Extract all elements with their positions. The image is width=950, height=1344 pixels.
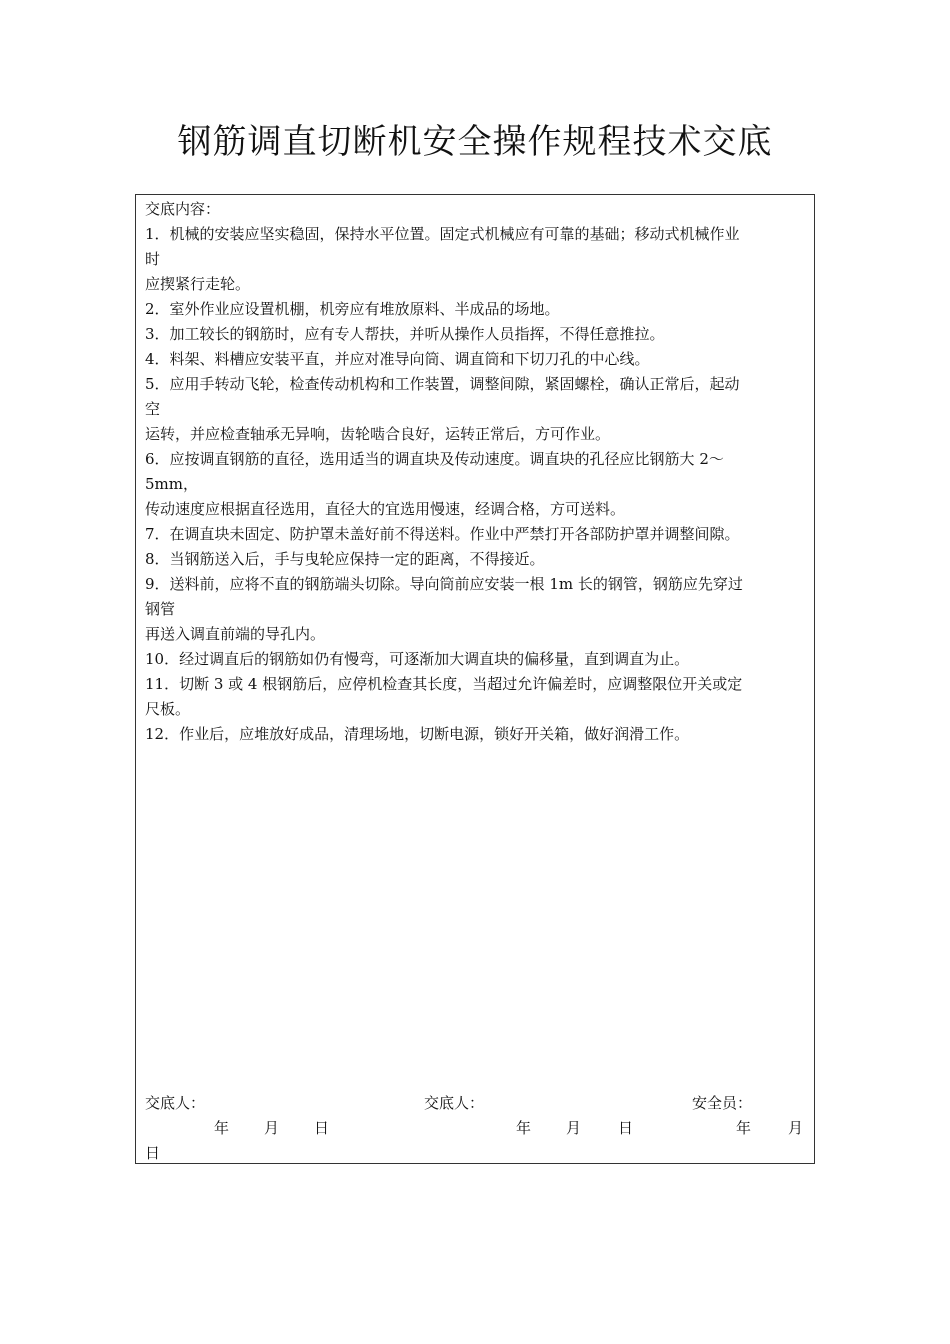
receiver-date-day: 日	[618, 1119, 634, 1137]
disclosure-content	[145, 197, 813, 747]
rule-line: 1．机械的安装应坚实稳固，保持水平位置。固定式机械应有可靠的基础；移动式机械作业	[145, 225, 740, 243]
receiver-date-month: 月	[566, 1119, 582, 1137]
discloser-date-year: 年	[214, 1119, 230, 1137]
rule-line: 7．在调直块未固定、防护罩未盖好前不得送料。作业中严禁打开各部防护罩并调整间隙。	[145, 525, 740, 543]
rule-line: 8．当钢筋送入后，手与曳轮应保持一定的距离，不得接近。	[145, 550, 545, 568]
discloser-date-day: 日	[314, 1119, 330, 1137]
safety-officer-label: 安全员：	[692, 1094, 753, 1112]
rule-line: 空	[145, 400, 161, 418]
rule-line: 11．切断 3 或 4 根钢筋后，应停机检查其长度，当超过允许偏差时，应调整限位开关或定	[145, 675, 743, 693]
rule-line: 传动速度应根据直径选用，直径大的宜选用慢速，经调合格，方可送料。	[145, 500, 626, 518]
safety-date-day: 日	[145, 1144, 161, 1162]
receiver-date-year: 年	[516, 1119, 532, 1137]
content-header: 交底内容：	[145, 200, 221, 218]
rule-line: 5mm，	[145, 475, 198, 493]
rule-line: 5．应用手转动飞轮，检查传动机构和工作装置，调整间隙，紧固螺栓，确认正常后，起动	[145, 375, 740, 393]
rule-line: 再送入调直前端的导孔内。	[145, 625, 326, 643]
rule-line: 运转，并应检查轴承无异响，齿轮啮合良好，运转正常后，方可作业。	[145, 425, 611, 443]
rule-line: 6．应按调直钢筋的直径，选用适当的调直块及传动速度。调直块的孔径应比钢筋大 2～	[145, 450, 724, 468]
rule-line: 9．送料前，应将不直的钢筋端头切除。导向筒前应安装一根 1m 长的钢管，钢筋应先穿过	[145, 575, 743, 593]
receiver-label: 交底人：	[424, 1094, 485, 1112]
safety-date-month: 月	[788, 1119, 804, 1137]
disclosure-form-box	[135, 194, 815, 1164]
rule-line: 10．经过调直后的钢筋如仍有慢弯，可逐渐加大调直块的偏移量，直到调直为止。	[145, 650, 690, 668]
rule-line: 12．作业后，应堆放好成品，清理场地，切断电源，锁好开关箱，做好润滑工作。	[145, 725, 690, 743]
page-title: 钢筋调直切断机安全操作规程技术交底	[177, 122, 773, 162]
discloser-label: 交底人：	[145, 1094, 206, 1112]
rule-line: 时	[145, 250, 161, 268]
rule-line: 2．室外作业应设置机棚，机旁应有堆放原料、半成品的场地。	[145, 300, 560, 318]
rule-line: 钢管	[145, 600, 176, 618]
rule-line: 3．加工较长的钢筋时，应有专人帮扶，并听从操作人员指挥，不得任意推拉。	[145, 325, 665, 343]
rule-line: 4．料架、料槽应安装平直，并应对准导向筒、调直筒和下切刀孔的中心线。	[145, 350, 650, 368]
rules-list	[145, 222, 813, 747]
rule-line: 应揳紧行走轮。	[145, 275, 251, 293]
rule-line: 尺板。	[145, 700, 191, 718]
safety-date-year: 年	[736, 1119, 752, 1137]
discloser-date-month: 月	[264, 1119, 280, 1137]
